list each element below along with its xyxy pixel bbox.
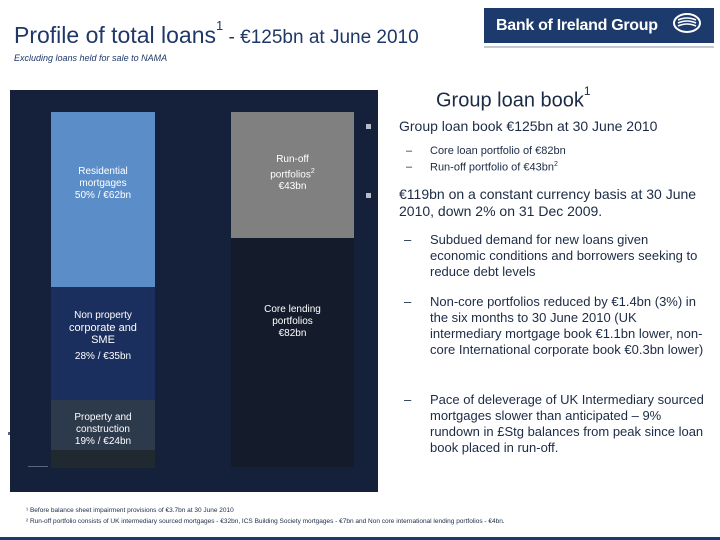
runoff-line-1: Run-off <box>276 154 309 165</box>
dash-icon: – <box>404 294 412 309</box>
logo-text: Bank of Ireland Group <box>496 16 658 34</box>
page-title <box>14 18 419 49</box>
residential-line-2: mortgages <box>79 178 127 189</box>
title-footnote-marker: 1 <box>216 18 224 34</box>
dash-icon: – <box>404 392 412 407</box>
footnote-1: ¹ Before balance sheet impairment provisions of €3.7bn at 30 June 2010 <box>26 507 234 514</box>
title-rest: - €125bn at June 2010 <box>223 27 419 48</box>
core-value: €82bn <box>278 328 307 339</box>
property-line-2: construction <box>76 424 130 435</box>
title-main: Profile of total loans <box>14 22 217 48</box>
sub-point-deleverage-pace: Pace of deleverage of UK Intermediary sourced mortgages slower than anticipated – 9% rundown in £Stg balances from peak since loan book placed in run-off. <box>430 392 704 455</box>
sub-point-noncore-reduction: Non-core portfolios reduced by €1.4bn (3%) in the six months to 30 June 2010 (UK intermediary mortgage book €1.1bn lower, non-core International corporate book €0.3bn lower) <box>430 294 704 357</box>
segment-property-construction <box>51 400 155 450</box>
corporate-value: 28% / €35bn <box>74 351 132 362</box>
segment-label-residential <box>51 166 155 202</box>
brand-logo <box>484 8 714 43</box>
chart-baseline <box>28 466 48 467</box>
segment-runoff-portfolios <box>231 112 354 238</box>
corporate-line-2: corporate and <box>69 322 137 334</box>
segment-label-runoff <box>231 154 354 193</box>
dash-runoff-text: Run-off portfolio of €43bn <box>430 161 554 174</box>
dash-runoff-portfolio <box>430 161 558 174</box>
corporate-line-1: Non property <box>74 310 132 321</box>
dash-icon: – <box>404 232 412 247</box>
segment-label-property <box>51 412 155 448</box>
bank-of-ireland-logo-icon <box>672 12 702 39</box>
segment-other <box>51 450 155 468</box>
panel-tick-mark <box>8 432 10 435</box>
page-subtitle: Excluding loans held for sale to NAMA <box>14 53 168 63</box>
segment-residential-mortgages <box>51 112 155 287</box>
group-loan-book-title: Group loan book <box>436 89 584 112</box>
dash-icon: – <box>406 161 413 173</box>
runoff-line-2-text: portfolios <box>270 169 311 181</box>
segment-core-lending <box>231 238 354 467</box>
core-line-1: Core lending <box>264 304 321 315</box>
bullet-constant-currency: €119bn on a constant currency basis at 30 June 2010, down 2% on 31 Dec 2009. <box>399 186 697 219</box>
logo-divider <box>484 46 714 48</box>
residential-line-1: Residential <box>78 166 128 177</box>
heading-footnote-marker: 1 <box>583 84 591 98</box>
dash-runoff-footnote-marker: 2 <box>553 161 558 168</box>
segment-corporate-sme <box>51 287 155 400</box>
runoff-footnote-marker: 2 <box>310 168 315 175</box>
residential-value: 50% / €62bn <box>74 190 132 201</box>
corporate-line-3: SME <box>91 334 115 346</box>
bullet-loan-book-total: Group loan book €125bn at 30 June 2010 <box>399 118 658 134</box>
sub-point-subdued-demand: Subdued demand for new loans given economic conditions and borrowers seeking to reduce debt levels <box>430 232 698 279</box>
bullet-icon <box>366 124 371 129</box>
segment-label-corporate <box>51 310 155 363</box>
group-loan-book-heading <box>436 84 591 113</box>
runoff-value: €43bn <box>278 181 307 193</box>
core-line-2: portfolios <box>272 316 313 327</box>
property-line-1: Property and <box>74 412 132 423</box>
footnote-2: ² Run-off portfolio consists of UK intermediary sourced mortgages - €32bn, ICS Building Society mortgages - €7bn and Non core international lending portfolios - €4bn. <box>26 518 505 525</box>
dash-core-portfolio: Core loan portfolio of €82bn <box>430 145 566 157</box>
dash-icon: – <box>406 145 413 157</box>
runoff-line-2 <box>231 166 354 181</box>
property-value: 19% / €24bn <box>74 436 132 447</box>
segment-label-core <box>231 304 354 340</box>
bullet-icon <box>366 193 371 198</box>
